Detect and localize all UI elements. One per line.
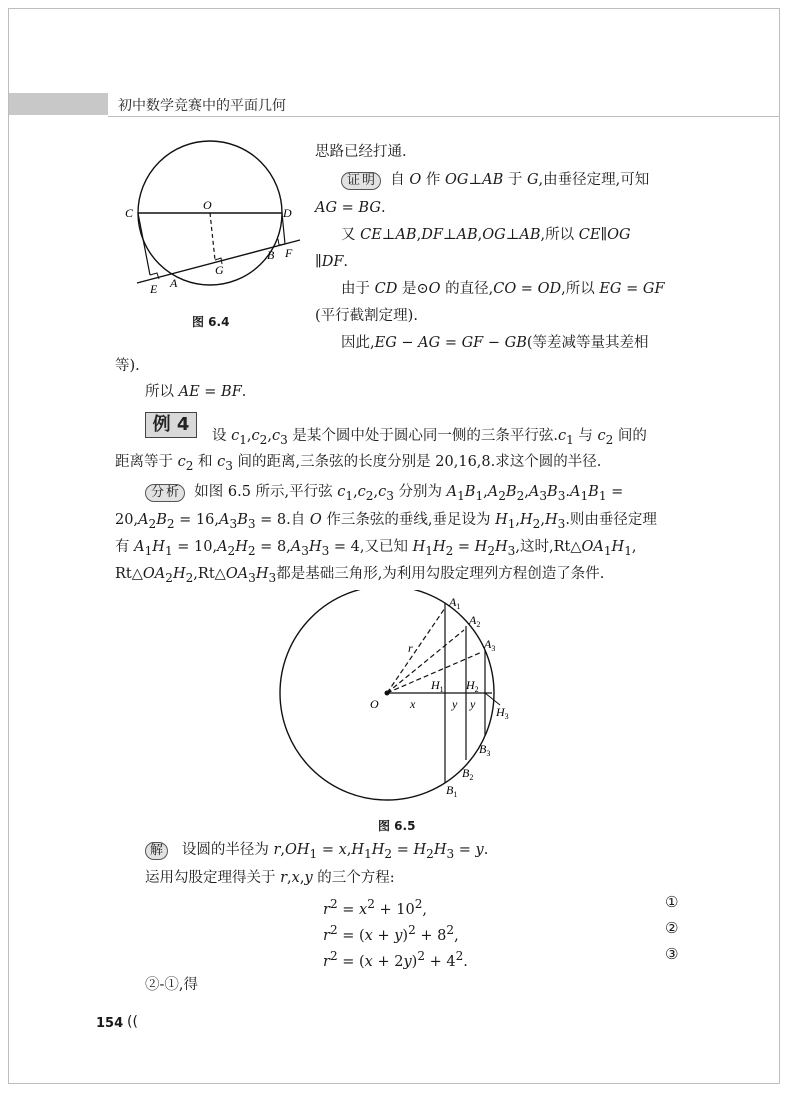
line-3: AG = BG. xyxy=(315,200,386,216)
line-4: 又 CE⊥AB,DF⊥AB,OG⊥AB,所以 CE∥OG xyxy=(341,227,631,243)
fig64-label-c: C xyxy=(125,206,134,220)
fig65-label-a2: $A_2$ xyxy=(469,613,481,629)
fig64-line-og xyxy=(210,213,215,260)
equation-3-number: ③ xyxy=(665,945,679,963)
line-10: 所以 AE = BF. xyxy=(145,384,247,400)
fig65-label-a1: $A_1$ xyxy=(449,595,461,611)
equation-3: $r^2 = (x + 2y)^2 + 4^2$. xyxy=(323,949,468,970)
example-line-1: 设 $c_1,c_2,c_3$ 是某个圆中处于圆心同一侧的三条平行弦$.c_1$ 与 $c_2$ 间的 xyxy=(212,428,647,447)
fig65-label-h1: $H_1$ xyxy=(431,678,444,694)
fig64-label-f: F xyxy=(285,246,293,260)
fig64-right-angle-f xyxy=(278,239,285,245)
fig64-line-ce xyxy=(138,213,150,275)
header-gray-bar xyxy=(9,93,108,115)
header-title: 初中数学竞赛中的平面几何 xyxy=(118,98,286,114)
fig65-label-y2: y xyxy=(470,697,476,711)
equation-1: $r^2 = x^2 + 10^2$, xyxy=(323,897,427,918)
line-5: ∥DF. xyxy=(315,254,348,270)
line-1: 思路已经打通. xyxy=(315,144,407,160)
fig65-center-dot xyxy=(385,691,390,696)
fig65-label-b3: $B_3$ xyxy=(479,742,491,758)
fig65-label-r: r xyxy=(408,641,413,655)
fig64-label-o: O xyxy=(203,198,212,212)
fig65-caption: 图 6.5 xyxy=(378,819,416,833)
page-number-decoration: (( xyxy=(127,1014,138,1030)
example-line-2: 距离等于 $c_2$ 和 $c_3$ 间的距离,三条弦的长度分别是 20,16,8.求这个圆的半径. xyxy=(115,454,602,473)
equation-1-number: ① xyxy=(665,893,679,911)
analysis-line-3: 有 $A_1H_1 = 10,A_2H_2 = 8,A_3H_3 = 4$,又已知 $H_1H_2 = H_2H_3$,这时$,Rt\triangle OA_1H_1$, xyxy=(115,539,637,558)
fig65-label-y1: y xyxy=(452,697,458,711)
fig65-label-b1: $B_1$ xyxy=(446,783,458,799)
solution-line-1: 解 设圆的半径为 $r,OH_1 = x,H_1H_2 = H_2H_3 = y$. xyxy=(145,841,488,863)
header-rule xyxy=(108,116,780,117)
fig65-label-a3: $A_3$ xyxy=(484,637,496,653)
fig65-label-h2: $H_2$ xyxy=(466,678,479,694)
solution-badge: 解 xyxy=(145,842,168,860)
figure-6-5 xyxy=(270,590,530,805)
fig65-line-h3-label xyxy=(485,693,500,705)
analysis-line-2: $20,A_2B_2 = 16,A_3B_3 = 8$.自 O 作三条弦的垂线,垂足设为 $H_1,H_2,H_3$.则由垂径定理 xyxy=(115,512,657,531)
analysis-line-1: 分 析 如图 6.5 所示,平行弦 $c_1,c_2,c_3$ 分别为 $A_1B_1,A_2B_2,A_3B_3.A_1B_1$ = xyxy=(145,483,623,505)
fig64-label-g: G xyxy=(215,263,224,277)
fig65-dashed-oa2 xyxy=(387,630,464,693)
line-6: 由于 CD 是⊙O 的直径,CO = OD,所以 EG = GF xyxy=(341,281,665,297)
solution-line-2: 运用勾股定理得关于 r,x,y 的三个方程: xyxy=(145,870,395,886)
page-number: 154 xyxy=(96,1016,124,1031)
line-2: 证 明 自 O 作 OG⊥AB 于 G,由垂径定理,可知 xyxy=(341,171,649,190)
equation-2-number: ② xyxy=(665,919,679,937)
fig65-label-o: O xyxy=(370,697,379,711)
figure-6-4 xyxy=(115,135,305,300)
fig65-label-x: x xyxy=(410,697,416,711)
fig64-caption: 图 6.4 xyxy=(192,315,230,329)
analysis-line-4: $Rt\triangle OA_2H_2,Rt\triangle OA_3H_3$都是基础三角形,为利用勾股定理列方程创造了条件. xyxy=(115,566,605,585)
fig64-label-d: D xyxy=(283,206,292,220)
analysis-badge: 分 析 xyxy=(145,484,185,502)
fig64-label-a: A xyxy=(170,276,178,290)
proof-badge: 证 明 xyxy=(341,172,381,190)
solution-last-line: ②-①,得 xyxy=(145,977,199,993)
equation-2: $r^2 = (x + y)^2 + 8^2$, xyxy=(323,923,459,944)
line-7: (平行截割定理). xyxy=(315,308,418,324)
fig64-label-b: B xyxy=(267,248,275,262)
fig65-label-h3: $H_3$ xyxy=(496,705,509,721)
fig64-label-e: E xyxy=(150,282,158,296)
fig65-label-b2: $B_2$ xyxy=(462,766,474,782)
line-8: 因此,EG − AG = GF − GB(等差减等量其差相 xyxy=(341,335,649,351)
line-9: 等). xyxy=(115,358,140,374)
example-4-label: 例 4 xyxy=(145,412,197,438)
